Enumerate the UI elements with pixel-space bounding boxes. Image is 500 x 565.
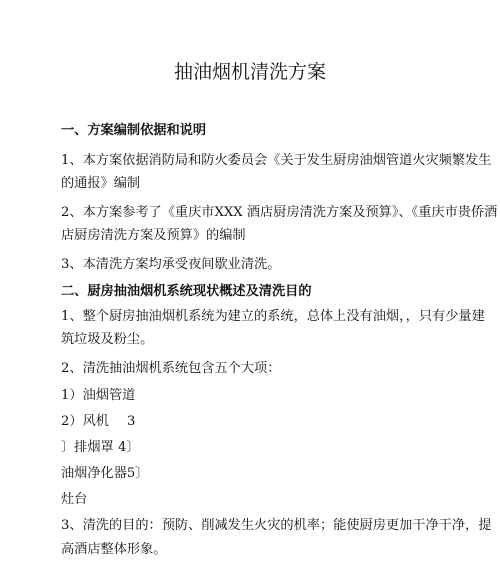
paragraph-1-2-line-1: 2、本方案参考了《重庆市XXX 酒店厨房清洗方案及预算》、《重庆市贵侨酒	[61, 205, 498, 220]
list-item-5: 灶台	[61, 492, 88, 507]
list-item-2	[61, 413, 135, 431]
paragraph-2-1-line-2: 筑垃圾及粉尘。	[61, 332, 154, 347]
list-item-1: 1）油烟管道	[61, 388, 136, 403]
list-item-2-label: 2）风机	[61, 414, 109, 429]
section-1-heading: 一、方案编制依据和说明	[61, 123, 207, 138]
list-item-3: 〕排烟罩 4〕	[61, 440, 140, 455]
paragraph-2-3-line-2: 高酒店整体形象。	[61, 542, 167, 557]
list-item-4: 油烟净化器5〕	[61, 466, 149, 481]
paragraph-2-2: 2、清洗抽油烟机系统包含五个大项：	[61, 361, 281, 376]
paragraph-1-2-line-2: 店厨房清洗方案及预算》的编制	[61, 228, 246, 243]
paragraph-1-3: 3、本清洗方案均承受夜间歇业清洗。	[61, 257, 281, 272]
paragraph-2-3-line-1: 3、清洗的目的：预防、削减发生火灾的机率；能使厨房更加干净干净，提	[61, 518, 492, 533]
paragraph-1-1-line-2: 的通报》编制	[61, 176, 141, 191]
list-item-2-tail: 3	[126, 414, 136, 429]
document-title: 抽油烟机清洗方案	[173, 61, 326, 83]
section-2-heading: 二、厨房抽油烟机系统现状概述及清洗目的	[61, 284, 312, 299]
paragraph-2-1-line-1: 1、整个厨房抽油烟机系统为建立的系统，总体上没有油烟，，只有少量建	[61, 309, 485, 324]
paragraph-1-1-line-1: 1、本方案依据消防局和防火委员会《关于发生厨房油烟管道火灾频繁发生	[61, 153, 492, 168]
